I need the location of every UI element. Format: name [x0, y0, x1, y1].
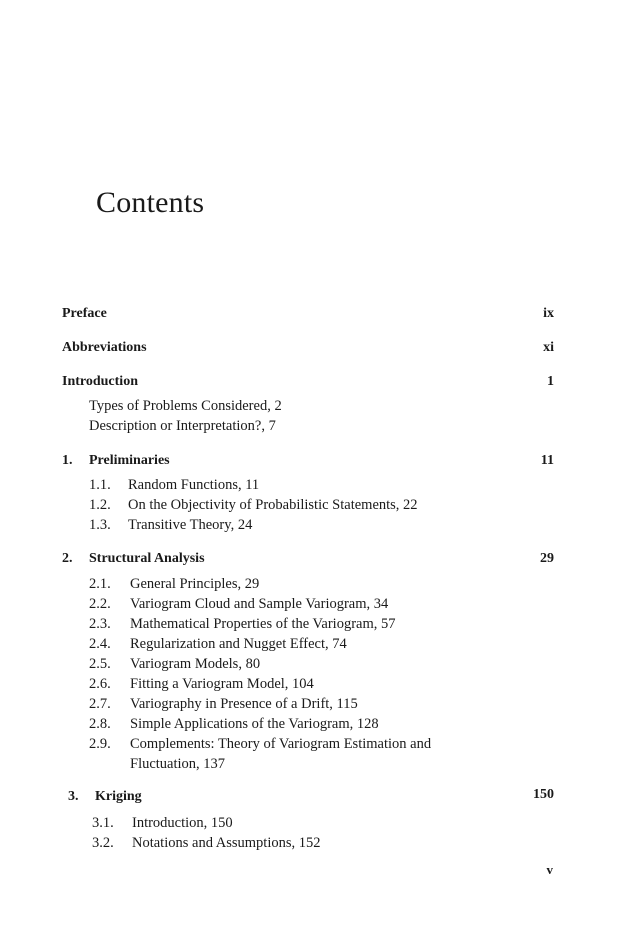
- toc-intro-item: Description or Interpretation?, 7: [89, 418, 276, 434]
- toc-introduction-label: Introduction: [62, 374, 138, 389]
- page-title: Contents: [96, 186, 205, 219]
- toc-preface-page: ix: [543, 306, 554, 321]
- toc-section-number: 2.1.: [89, 576, 111, 592]
- toc-section-text: Complements: Theory of Variogram Estimation and: [130, 736, 432, 752]
- toc-chapter-label: Structural Analysis: [89, 551, 205, 566]
- toc-section-number: 1.1.: [89, 477, 111, 493]
- toc-introduction-page: 1: [547, 374, 554, 389]
- toc-preface-label: Preface: [62, 306, 107, 321]
- toc-section-text: Variography in Presence of a Drift, 115: [130, 696, 358, 712]
- toc-section-text: Variogram Models, 80: [130, 656, 261, 672]
- toc-chapter-number: 2.: [62, 551, 73, 566]
- toc-abbreviations-page: xi: [543, 340, 554, 355]
- toc-section-number: 3.2.: [92, 835, 114, 851]
- toc-section-number: 1.3.: [89, 517, 111, 533]
- toc-section-number: 2.9.: [89, 736, 111, 752]
- toc-section-number: 2.2.: [89, 596, 111, 612]
- toc-section-text: Introduction, 150: [132, 815, 233, 831]
- toc-chapter-label: Preliminaries: [89, 453, 170, 468]
- toc-chapter-page: 150: [533, 787, 554, 802]
- toc-intro-item: Types of Problems Considered, 2: [89, 398, 282, 414]
- toc-section-number: 2.6.: [89, 676, 111, 692]
- toc-section-text: On the Objectivity of Probabilistic Statements, 22: [128, 497, 418, 513]
- toc-section-number: 2.7.: [89, 696, 111, 712]
- toc-chapter-page: 29: [540, 551, 554, 566]
- toc-section-number: 2.5.: [89, 656, 111, 672]
- toc-chapter-label: Kriging: [95, 789, 142, 804]
- toc-abbreviations-label: Abbreviations: [62, 340, 147, 355]
- toc-section-text: Variogram Cloud and Sample Variogram, 34: [130, 596, 389, 612]
- toc-section-number: 2.4.: [89, 636, 111, 652]
- toc-section-number: 2.3.: [89, 616, 111, 632]
- toc-section-text-continued: Fluctuation, 137: [130, 756, 226, 772]
- toc-section-text: Transitive Theory, 24: [128, 517, 253, 533]
- toc-section-text: Random Functions, 11: [128, 477, 260, 493]
- toc-section-number: 1.2.: [89, 497, 111, 513]
- toc-section-text: Notations and Assumptions, 152: [132, 835, 321, 851]
- toc-section-number: 3.1.: [92, 815, 114, 831]
- toc-section-text: Simple Applications of the Variogram, 128: [130, 716, 379, 732]
- toc-section-text: Mathematical Properties of the Variogram, 57: [130, 616, 396, 632]
- toc-section-text: Fitting a Variogram Model, 104: [130, 676, 314, 692]
- page-folio: v: [546, 862, 553, 877]
- toc-chapter-number: 3.: [68, 789, 79, 804]
- toc-chapter-page: 11: [540, 453, 554, 468]
- toc-section-number: 2.8.: [89, 716, 111, 732]
- toc-section-text: Regularization and Nugget Effect, 74: [130, 636, 347, 652]
- toc-section-text: General Principles, 29: [130, 576, 260, 592]
- toc-chapter-number: 1.: [62, 453, 73, 468]
